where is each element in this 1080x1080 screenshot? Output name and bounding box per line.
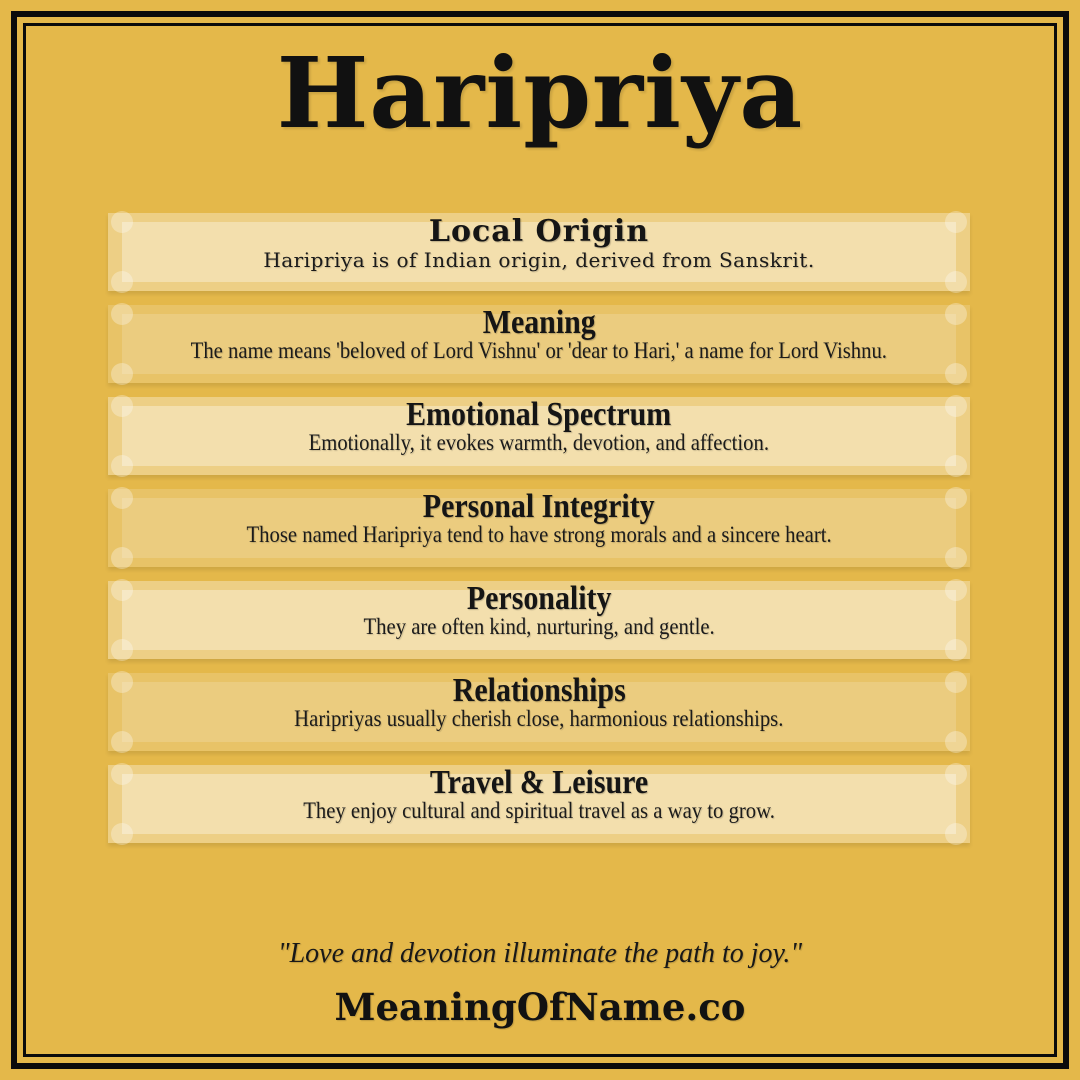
card-content <box>122 214 956 282</box>
card-personality <box>108 581 970 659</box>
card-text: Haripriya is of Indian origin, derived from Sanskrit. <box>263 248 815 272</box>
card-text: They enjoy cultural and spiritual travel as a way to grow. <box>303 798 775 823</box>
footer <box>0 938 1080 1028</box>
card-text: The name means 'beloved of Lord Vishnu' or 'dear to Hari,' a name for Lord Vishnu. <box>190 338 888 363</box>
page-title: Haripriya <box>276 36 804 150</box>
card-text: They are often kind, nurturing, and gentle. <box>363 614 715 639</box>
card-relationships <box>108 673 970 751</box>
quote-text: "Love and devotion illuminate the path to joy." <box>277 938 803 969</box>
card-content <box>122 304 956 374</box>
site-name: MeaningOfName.co <box>334 985 746 1029</box>
card-text: Emotionally, it evokes warmth, devotion, and affection. <box>308 430 770 455</box>
card-content <box>122 488 956 558</box>
card-content <box>122 764 956 834</box>
card-travel-leisure <box>108 765 970 843</box>
card-meaning <box>108 305 970 383</box>
card-local-origin <box>108 213 970 291</box>
card-personal-integrity <box>108 489 970 567</box>
card-content <box>122 396 956 466</box>
card-content <box>122 580 956 650</box>
card-title: Emotional Spectrum <box>406 396 672 433</box>
card-title: Relationships <box>452 672 626 709</box>
card-title: Local Origin <box>428 214 650 249</box>
card-title: Travel & Leisure <box>429 764 649 801</box>
card-content <box>122 672 956 742</box>
card-title: Personality <box>466 580 612 617</box>
card-text: Haripriyas usually cherish close, harmonious relationships. <box>294 706 784 731</box>
card-emotional-spectrum <box>108 397 970 475</box>
card-title: Meaning <box>482 304 596 341</box>
info-sections <box>108 213 970 857</box>
card-text: Those named Haripriya tend to have strong morals and a sincere heart. <box>246 522 832 547</box>
card-title: Personal Integrity <box>423 488 655 525</box>
